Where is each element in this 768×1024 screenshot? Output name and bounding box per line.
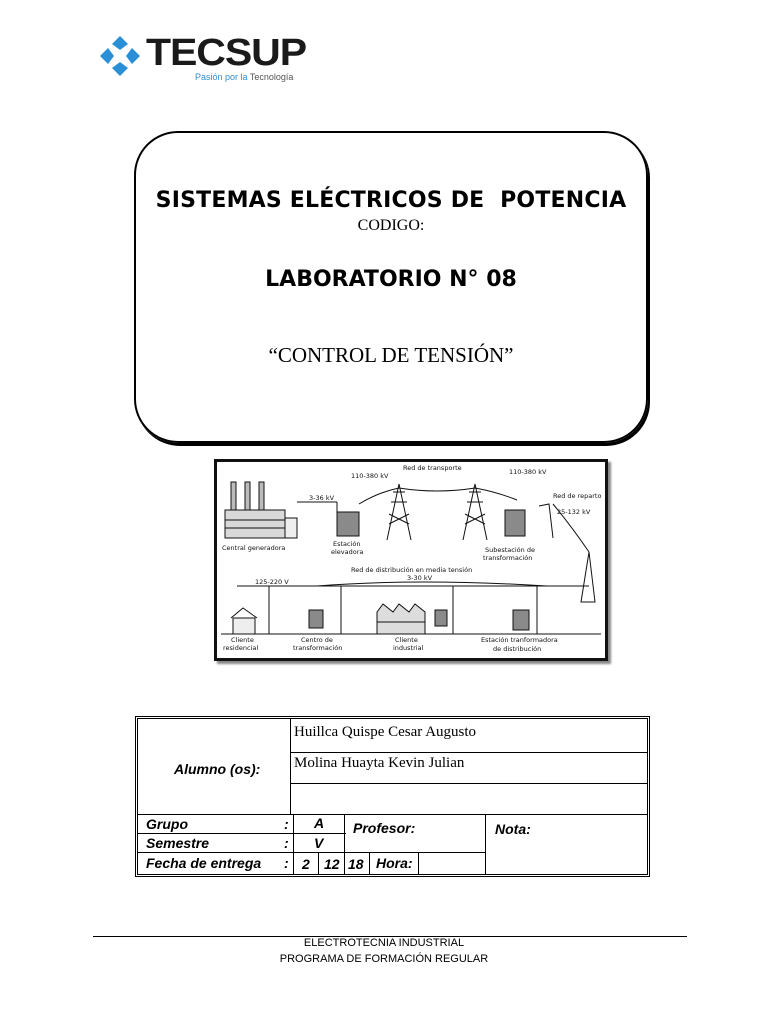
fecha-day: 2 xyxy=(302,856,310,872)
alumno-label: Alumno (os): xyxy=(174,761,261,777)
footer-line-2: PROGRAMA DE FORMACIÓN REGULAR xyxy=(279,953,489,965)
substation-transformer-icon xyxy=(505,510,525,536)
label-red-transporte: Red de transporte xyxy=(403,464,462,472)
profesor-label: Profesor: xyxy=(353,820,416,836)
label-red-reparto: Red de reparto xyxy=(553,492,602,500)
label-centro-transformacion: Centro de xyxy=(301,636,333,644)
label-cliente-industrial: industrial xyxy=(393,644,424,652)
cover-title-box xyxy=(134,131,648,443)
residential-house-icon xyxy=(231,608,257,634)
label-estacion-distribucion: de distribución xyxy=(493,645,542,653)
label-voltage-3-30: 3-30 kV xyxy=(407,574,433,582)
nota-label: Nota: xyxy=(495,821,531,837)
code-label: CODIGO: xyxy=(357,217,425,234)
label-cliente-residencial: Cliente xyxy=(231,636,254,644)
lab-topic: “CONTROL DE TENSIÓN” xyxy=(268,343,514,367)
transmission-tower-icon xyxy=(387,484,411,540)
label-estacion-elevadora: Estación xyxy=(333,540,361,548)
step-up-transformer-icon xyxy=(297,502,359,536)
fecha-label: Fecha de entrega xyxy=(146,855,262,871)
footer-line-1: ELECTROTECNIA INDUSTRIAL xyxy=(303,937,465,949)
label-estacion-distribucion: Estación tranformadora xyxy=(481,636,558,644)
distribution-transformer-icon xyxy=(513,610,529,630)
label-red-distribucion: Red de distribución en media tensión xyxy=(351,566,473,574)
logo-tagline-suffix: Tecnología xyxy=(249,72,294,82)
fecha-colon: : xyxy=(284,855,289,871)
logo-wordmark: TECSUP xyxy=(146,32,306,74)
tecsup-logo xyxy=(98,30,306,86)
distribution-transformer-icon xyxy=(309,610,323,628)
label-cliente-residencial: residencial xyxy=(223,644,259,652)
semestre-label: Semestre xyxy=(146,835,210,851)
power-plant-icon xyxy=(225,482,297,538)
label-estacion-elevadora: elevadora xyxy=(331,548,364,556)
label-cliente-industrial: Cliente xyxy=(395,636,418,644)
power-system-diagram xyxy=(214,459,608,661)
label-voltage-3-36: 3-36 kV xyxy=(309,494,335,502)
label-central-generadora: Central generadora xyxy=(222,544,286,552)
fecha-month: 12 xyxy=(324,856,340,872)
label-voltage-110-380: 110-380 kV xyxy=(509,468,547,476)
course-title: SISTEMAS ELÉCTRICOS DE POTENCIA xyxy=(155,188,627,213)
grupo-colon: : xyxy=(284,816,289,832)
label-voltage-125-220: 125-220 V xyxy=(255,578,289,586)
label-voltage-25-132: 25-132 kV xyxy=(557,508,591,516)
power-system-illustration xyxy=(217,462,605,658)
industrial-factory-icon xyxy=(377,604,425,634)
semestre-value: V xyxy=(314,835,324,851)
hora-label: Hora: xyxy=(376,855,413,871)
student-info-table xyxy=(135,716,650,877)
fecha-year: 18 xyxy=(348,856,364,872)
tecsup-logo-mark-icon xyxy=(98,34,142,78)
label-centro-transformacion: transformación xyxy=(293,644,343,652)
semestre-colon: : xyxy=(284,835,289,851)
transmission-tower-icon xyxy=(463,484,487,540)
student-name: Molina Huayta Kevin Julian xyxy=(294,755,465,771)
label-voltage-110-380: 110-380 kV xyxy=(351,472,389,480)
logo-tagline xyxy=(195,72,293,82)
lab-title: LABORATORIO N° 08 xyxy=(265,267,517,292)
logo-tagline-prefix: Pasión por la xyxy=(195,72,248,82)
grupo-value: A xyxy=(314,815,325,831)
label-subestacion: Subestación de xyxy=(485,546,535,554)
grupo-label: Grupo xyxy=(146,816,188,832)
student-name: Huillca Quispe Cesar Augusto xyxy=(294,724,477,740)
label-subestacion: transformación xyxy=(483,554,533,562)
